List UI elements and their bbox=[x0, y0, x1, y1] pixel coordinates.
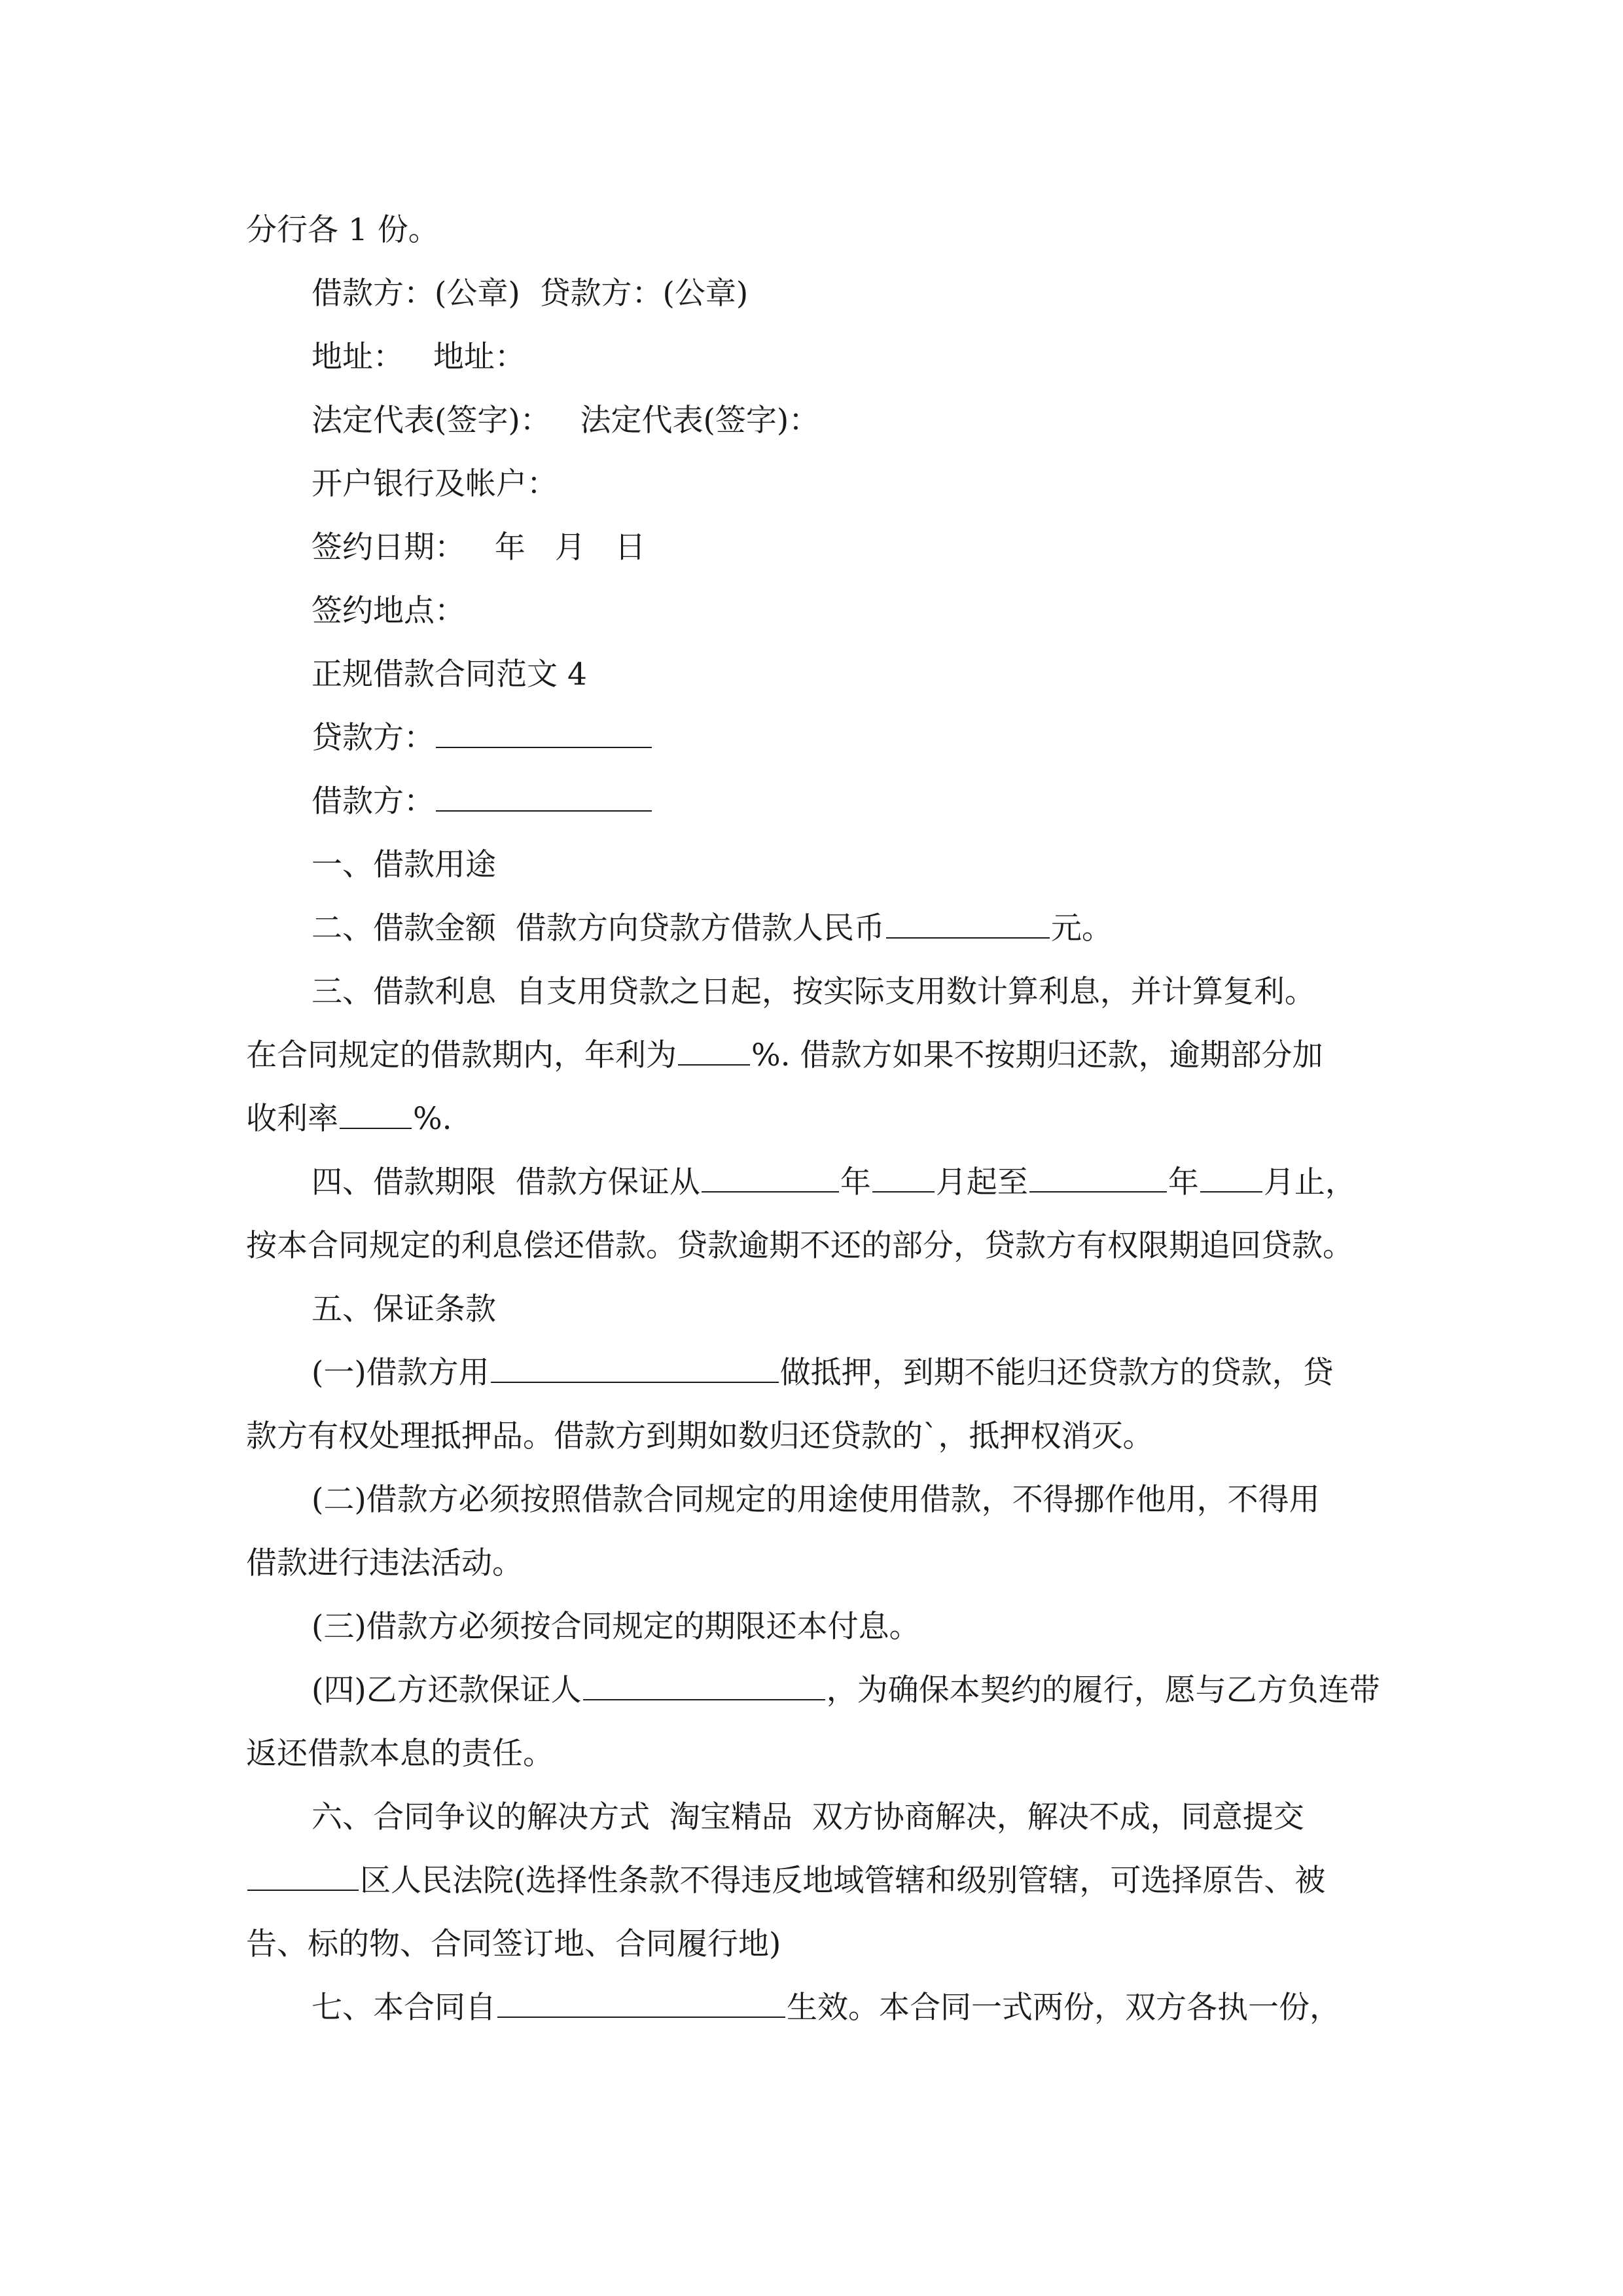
clause-text: %. 借款方如果不按期归还款，逾期部分加 bbox=[751, 1037, 1323, 1073]
guarantor-blank bbox=[583, 1660, 825, 1700]
clause-text: %. bbox=[413, 1101, 452, 1137]
contract-body bbox=[246, 198, 1378, 2039]
clause-text: (一)借款方用 bbox=[312, 1355, 490, 1391]
text-line: 告、标的物、合同签订地、合同履行地) bbox=[246, 1926, 781, 1962]
lender-label: 贷款方： bbox=[312, 720, 435, 756]
clause-text: 在合同规定的借款期内，年利为 bbox=[246, 1037, 677, 1073]
borrower-blank bbox=[436, 771, 652, 812]
clause-text: 区人民法院(选择性条款不得违反地域管辖和级别管辖，可选择原告、被 bbox=[360, 1863, 1326, 1899]
clause-term bbox=[246, 1151, 1378, 1214]
end-month-blank bbox=[1200, 1152, 1262, 1193]
text-line: 按本合同规定的利息偿还借款。贷款逾期不还的部分，贷款方有权限期追回贷款。 bbox=[246, 1228, 1353, 1264]
signing-place-line: 签约地点： bbox=[312, 593, 465, 629]
lender-blank bbox=[436, 708, 652, 748]
overdue-rate-blank bbox=[340, 1088, 412, 1129]
interest-rate-line bbox=[246, 1024, 1378, 1087]
clause-text: 做抵押，到期不能归还贷款方的贷款，贷 bbox=[779, 1355, 1334, 1391]
text-line: 返还借款本息的责任。 bbox=[246, 1736, 554, 1772]
clause-text: 四、借款期限 借款方保证从 bbox=[312, 1164, 700, 1200]
signature-parties-line: 借款方：(公章) 贷款方：(公章) bbox=[312, 276, 749, 312]
clause-text: 月止， bbox=[1263, 1164, 1356, 1200]
clause-text: 收利率 bbox=[246, 1101, 338, 1137]
clause-text: 二、借款金额 借款方向贷款方借款人民币 bbox=[312, 910, 885, 946]
clause-text: 元。 bbox=[1050, 910, 1113, 946]
borrower-label: 借款方： bbox=[312, 783, 435, 819]
amount-blank bbox=[886, 898, 1050, 939]
start-year-blank bbox=[702, 1152, 839, 1193]
rate-blank bbox=[678, 1025, 750, 1066]
guarantee-item-1 bbox=[246, 1341, 1378, 1405]
clause-text: 年 bbox=[1168, 1164, 1199, 1200]
clause-effective bbox=[246, 1976, 1378, 2039]
clause-text: (四)乙方还款保证人 bbox=[312, 1672, 582, 1708]
borrower-line bbox=[246, 770, 1378, 833]
clause-loan-amount bbox=[246, 897, 1378, 960]
section-title: 正规借款合同范文 4 bbox=[312, 656, 587, 692]
clause-text: 月起至 bbox=[935, 1164, 1028, 1200]
legal-representative-line: 法定代表(签字)： 法定代表(签字)： bbox=[312, 403, 820, 439]
text-line: 分行各 1 份。 bbox=[246, 212, 439, 248]
effective-blank bbox=[497, 1977, 785, 2018]
guarantee-item-2: (二)借款方必须按照借款合同规定的用途使用借款，不得挪作他用，不得用 bbox=[312, 1482, 1320, 1518]
guarantee-item-4 bbox=[246, 1659, 1378, 1722]
text-line: 款方有权处理抵押品。借款方到期如数归还贷款的`，抵押权消灭。 bbox=[246, 1418, 1154, 1454]
start-month-blank bbox=[872, 1152, 935, 1193]
clause-text: ，为确保本契约的履行，愿与乙方负连带 bbox=[826, 1672, 1380, 1708]
collateral-blank bbox=[491, 1342, 779, 1383]
clause-interest: 三、借款利息 自支用贷款之日起，按实际支用数计算利息，并计算复利。 bbox=[312, 974, 1315, 1010]
clause-text: 年 bbox=[840, 1164, 871, 1200]
clause-heading: 一、借款用途 bbox=[312, 847, 496, 883]
end-year-blank bbox=[1029, 1152, 1167, 1193]
court-line bbox=[246, 1849, 1378, 1912]
court-blank bbox=[247, 1850, 359, 1891]
signing-date-line: 签约日期： 年 月 日 bbox=[312, 529, 646, 565]
clause-heading: 五、保证条款 bbox=[312, 1291, 496, 1327]
clause-text: 生效。本合同一式两份，双方各执一份， bbox=[787, 1990, 1340, 2026]
overdue-rate-line bbox=[246, 1087, 1378, 1151]
clause-text: 七、本合同自 bbox=[312, 1990, 496, 2026]
address-line: 地址： 地址： bbox=[312, 339, 526, 375]
guarantee-item-3: (三)借款方必须按合同规定的期限还本付息。 bbox=[312, 1609, 920, 1645]
clause-dispute: 六、合同争议的解决方式 淘宝精品 双方协商解决，解决不成，同意提交 bbox=[312, 1799, 1304, 1835]
lender-line bbox=[246, 706, 1378, 770]
bank-account-line: 开户银行及帐户： bbox=[312, 466, 558, 502]
text-line: 借款进行违法活动。 bbox=[246, 1545, 523, 1581]
